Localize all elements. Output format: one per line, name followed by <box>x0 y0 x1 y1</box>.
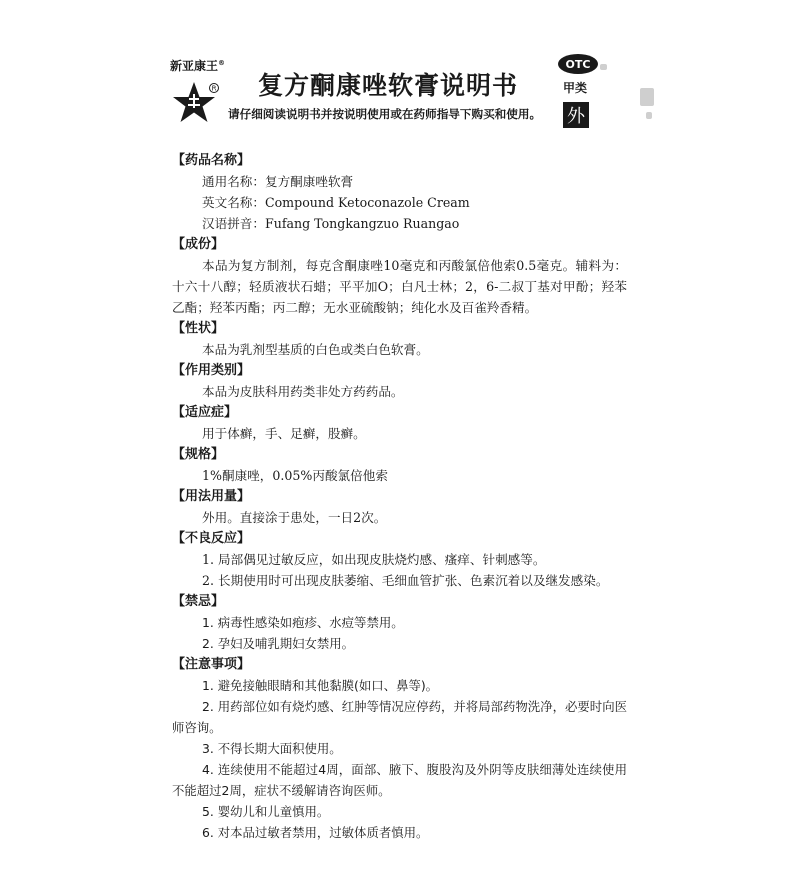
section-title-precautions: 【注意事项】 <box>172 657 251 672</box>
leaflet-subtitle: 请仔细阅读说明书并按说明使用或在药师指导下购买和使用。 <box>228 107 542 121</box>
appearance-text: 本品为乳剂型基质的白色或类白色软膏。 <box>202 342 429 357</box>
section-title-ingredients: 【成份】 <box>172 237 225 252</box>
leaflet-header <box>0 0 790 140</box>
registered-mark: ® <box>218 59 226 67</box>
precaution-item-4: 4. 连续使用不能超过4周，面部、腋下、腹股沟及外阴等皮肤细薄处连续使用不能超过2周，症状不缓解请咨询医师。 <box>172 762 627 798</box>
generic-name: 通用名称：复方酮康唑软膏 <box>202 174 354 189</box>
english-name: 英文名称：Compound Ketoconazole Cream <box>202 195 470 210</box>
pinyin-name: 汉语拼音：Fufang Tongkangzuo Ruangao <box>202 216 460 231</box>
section-title-spec: 【规格】 <box>172 447 225 462</box>
section-title-name: 【药品名称】 <box>172 153 251 168</box>
dosage-text: 外用。直接涂于患处，一日2次。 <box>202 510 387 525</box>
section-title-contraindications: 【禁忌】 <box>172 594 225 609</box>
section-title-indications: 【适应症】 <box>172 405 238 420</box>
spec-text: 1%酮康唑，0.05%丙酸氯倍他索 <box>202 468 388 483</box>
svg-text:R: R <box>211 84 217 93</box>
precaution-item-2: 2. 用药部位如有烧灼感、红肿等情况应停药，并将局部药物洗净，必要时向医师咨询。 <box>172 699 627 735</box>
section-title-category: 【作用类别】 <box>172 363 251 378</box>
leaflet-title: 复方酮康唑软膏说明书 <box>258 71 519 100</box>
section-title-appearance: 【性状】 <box>172 321 225 336</box>
otc-badge: OTC <box>558 54 598 74</box>
scan-speck <box>640 88 654 106</box>
contraindication-item-1: 1. 病毒性感染如疱疹、水痘等禁用。 <box>202 615 404 630</box>
star-logo-icon <box>170 80 224 130</box>
precaution-item-6: 6. 对本品过敏者禁用，过敏体质者慎用。 <box>202 825 429 840</box>
precaution-item-1: 1. 避免接触眼睛和其他黏膜(如口、鼻等)。 <box>202 678 439 693</box>
contraindication-item-2: 2. 孕妇及哺乳期妇女禁用。 <box>202 636 355 651</box>
indications-text: 用于体癣，手、足癣，股癣。 <box>202 426 366 441</box>
precaution-item-5: 5. 婴幼儿和儿童慎用。 <box>202 804 330 819</box>
category-text: 本品为皮肤科用药类非处方药药品。 <box>202 384 404 399</box>
section-title-dosage: 【用法用量】 <box>172 489 251 504</box>
scan-speck <box>600 64 607 70</box>
leaflet-body <box>172 150 627 843</box>
adverse-item-2: 2. 长期使用时可出现皮肤萎缩、毛细血管扩张、色素沉着以及继发感染。 <box>202 573 609 588</box>
external-use-badge: 外 <box>563 102 589 128</box>
brand-name: 新亚康王® <box>170 59 226 73</box>
precaution-item-3: 3. 不得长期大面积使用。 <box>202 741 342 756</box>
otc-class-label: 甲类 <box>563 81 588 95</box>
section-title-adverse: 【不良反应】 <box>172 531 251 546</box>
adverse-item-1: 1. 局部偶见过敏反应，如出现皮肤烧灼感、瘙痒、针刺感等。 <box>202 552 546 567</box>
ingredients-text: 本品为复方制剂，每克含酮康唑10毫克和丙酸氯倍他索0.5毫克。辅料为：十六十八醇；轻质液状石蜡；平平加O；白凡士林；2，6-二叔丁基对甲酚；羟苯乙酯；羟苯丙酯；丙二醇；无水亚硫酸钠；纯化水及百雀羚香精。 <box>172 258 627 315</box>
scan-speck <box>646 112 652 119</box>
